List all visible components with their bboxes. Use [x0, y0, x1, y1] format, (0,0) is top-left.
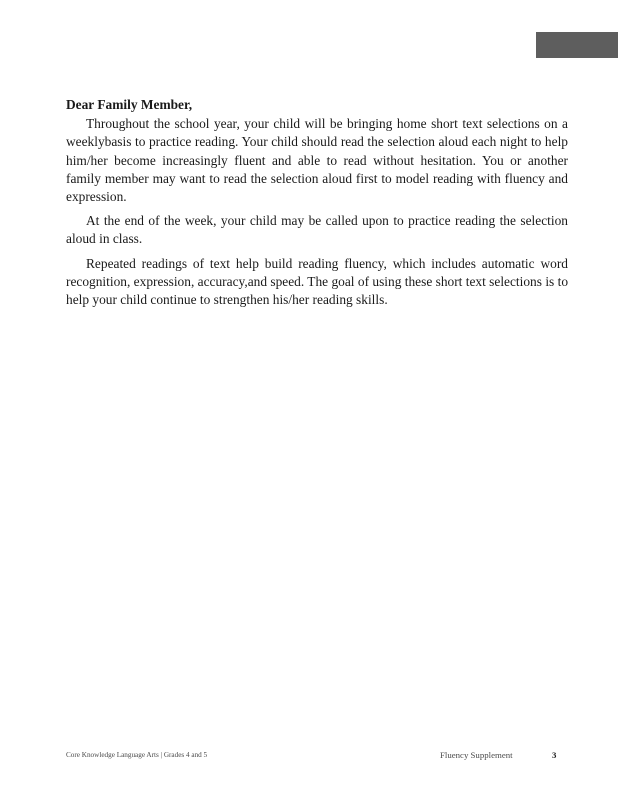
footer-series-title: Core Knowledge Language Arts | Grades 4 and 5 [66, 751, 208, 759]
letter-body [66, 96, 568, 315]
header-tab-block [536, 32, 618, 58]
page-number: 3 [552, 750, 557, 760]
letter-paragraph-3: Repeated readings of text help build reading fluency, which includes automatic word recognition, expression, accuracy,and speed. The goal of using these short text selections is to help your child continue to strengthen his/her reading skills. [66, 255, 569, 308]
footer-section-title: Fluency Supplement [440, 750, 513, 760]
letter-paragraph-2: At the end of the week, your child may be called upon to practice reading the selection aloud in class. [66, 213, 568, 247]
letter-paragraph-1: Throughout the school year, your child will be bringing home short text selections on a weeklybasis to practice reading. Your child should read the selection aloud each night to help him/her become increasingly fluent and able to read without hesitation. You or another family member may want to read the selection aloud first to model reading with fluency and expression. [66, 116, 568, 205]
letter-salutation: Dear Family Member, [66, 97, 193, 112]
